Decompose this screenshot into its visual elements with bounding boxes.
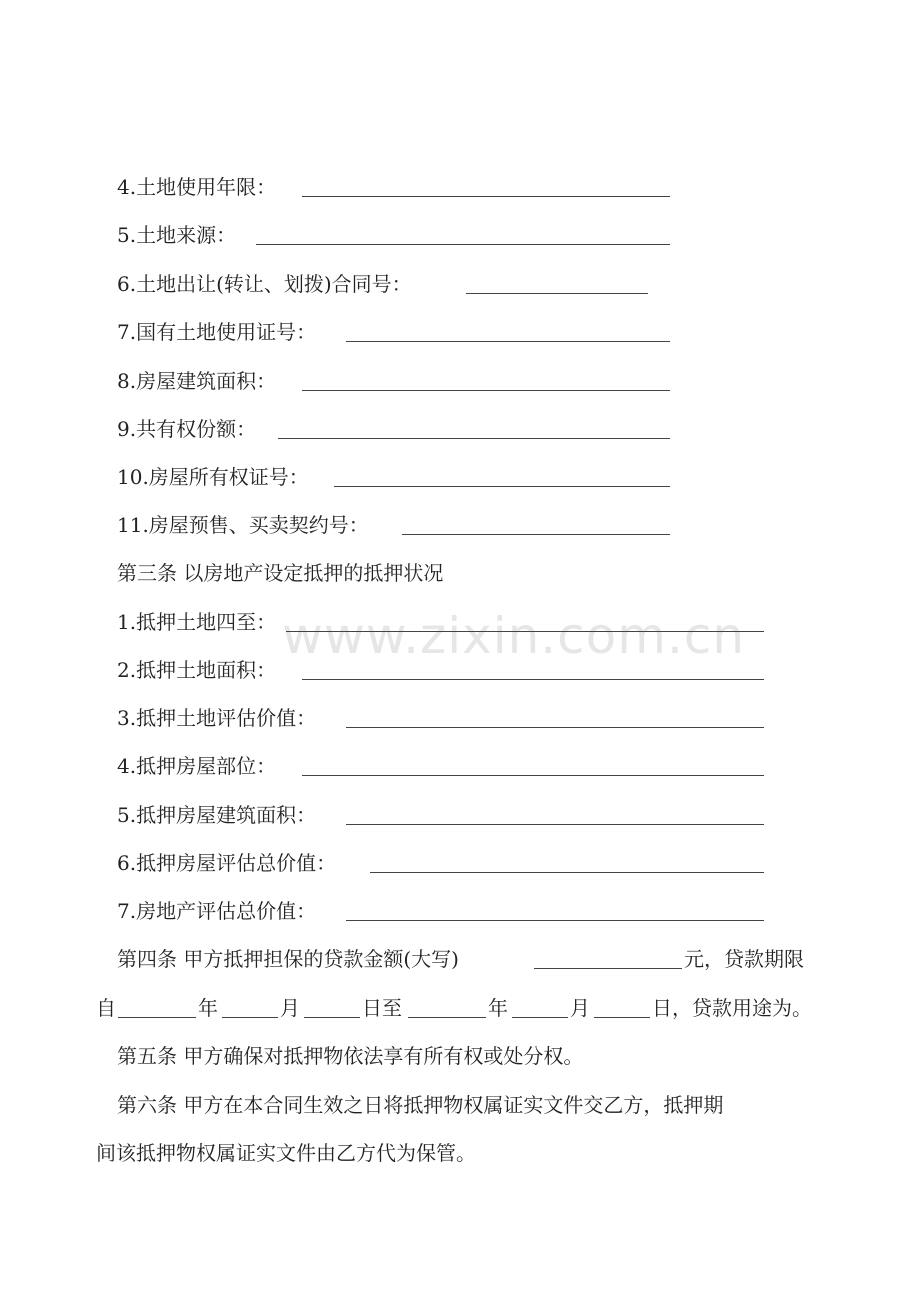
blank-start-day[interactable]	[304, 1017, 360, 1018]
blank-mortgage-house-area[interactable]	[346, 824, 764, 825]
blank-start-year[interactable]	[118, 1017, 196, 1018]
item-mortgage-house-location: 4.抵押房屋部位：	[117, 754, 277, 778]
blank-loan-amount[interactable]	[534, 968, 682, 969]
article4-text-part2: 元，贷款期限	[684, 947, 804, 971]
article5-text: 第五条 甲方确保对抵押物依法享有所有权或处分权。	[117, 1044, 584, 1068]
item-presale-contract-no: 11.房屋预售、买卖契约号：	[117, 513, 369, 537]
blank-building-area[interactable]	[302, 390, 670, 391]
blank-land-use-term[interactable]	[302, 196, 670, 197]
item-mortgage-land-boundary: 1.抵押土地四至：	[117, 610, 277, 634]
item-land-contract-no: 6.土地出让(转让、划拨)合同号：	[117, 272, 412, 296]
article4-text-month2: 月	[570, 996, 590, 1020]
item-mortgage-land-area: 2.抵押土地面积：	[117, 658, 277, 682]
item-mortgage-house-total-value: 6.抵押房屋评估总价值：	[117, 851, 337, 875]
blank-real-estate-total-value[interactable]	[346, 920, 764, 921]
blank-end-year[interactable]	[408, 1017, 486, 1018]
item-land-use-term: 4.土地使用年限：	[117, 175, 277, 199]
article4-text-year1: 年	[198, 996, 218, 1020]
item-mortgage-house-area: 5.抵押房屋建筑面积：	[117, 803, 317, 827]
blank-end-month[interactable]	[512, 1017, 568, 1018]
article3-title: 第三条 以房地产设定抵押的抵押状况	[117, 561, 444, 585]
article4-text-day-end: 日，贷款用途为。	[652, 996, 812, 1020]
article4-text-from: 自	[96, 996, 116, 1020]
item-land-source: 5.土地来源：	[117, 223, 237, 247]
blank-land-source[interactable]	[256, 244, 670, 245]
blank-house-cert-no[interactable]	[334, 486, 670, 487]
blank-mortgage-land-value[interactable]	[346, 727, 764, 728]
item-land-cert-no: 7.国有土地使用证号：	[117, 320, 317, 344]
blank-land-contract-no[interactable]	[466, 293, 648, 294]
blank-co-ownership-share[interactable]	[278, 438, 670, 439]
blank-land-cert-no[interactable]	[346, 341, 670, 342]
item-building-area: 8.房屋建筑面积：	[117, 369, 277, 393]
article6-text-line2: 间该抵押物权属证实文件由乙方代为保管。	[96, 1141, 476, 1165]
blank-mortgage-land-area[interactable]	[302, 679, 764, 680]
blank-mortgage-house-total-value[interactable]	[370, 872, 764, 873]
article4-text-part1: 第四条 甲方抵押担保的贷款金额(大写)	[117, 947, 459, 971]
blank-presale-contract-no[interactable]	[402, 534, 670, 535]
article4-text-month1: 月	[280, 996, 300, 1020]
blank-mortgage-land-boundary[interactable]	[286, 631, 764, 632]
blank-end-day[interactable]	[594, 1017, 650, 1018]
article4-text-year2: 年	[488, 996, 508, 1020]
blank-start-month[interactable]	[222, 1017, 278, 1018]
watermark: www.zixin.com.cn	[282, 607, 746, 665]
article4-text-day-to: 日至	[362, 996, 402, 1020]
item-real-estate-total-value: 7.房地产评估总价值：	[117, 899, 317, 923]
item-house-cert-no: 10.房屋所有权证号：	[117, 465, 309, 489]
item-mortgage-land-value: 3.抵押土地评估价值：	[117, 706, 317, 730]
item-co-ownership-share: 9.共有权份额：	[117, 417, 257, 441]
blank-mortgage-house-location[interactable]	[302, 775, 764, 776]
article6-text-line1: 第六条 甲方在本合同生效之日将抵押物权属证实文件交乙方，抵押期	[117, 1093, 724, 1117]
